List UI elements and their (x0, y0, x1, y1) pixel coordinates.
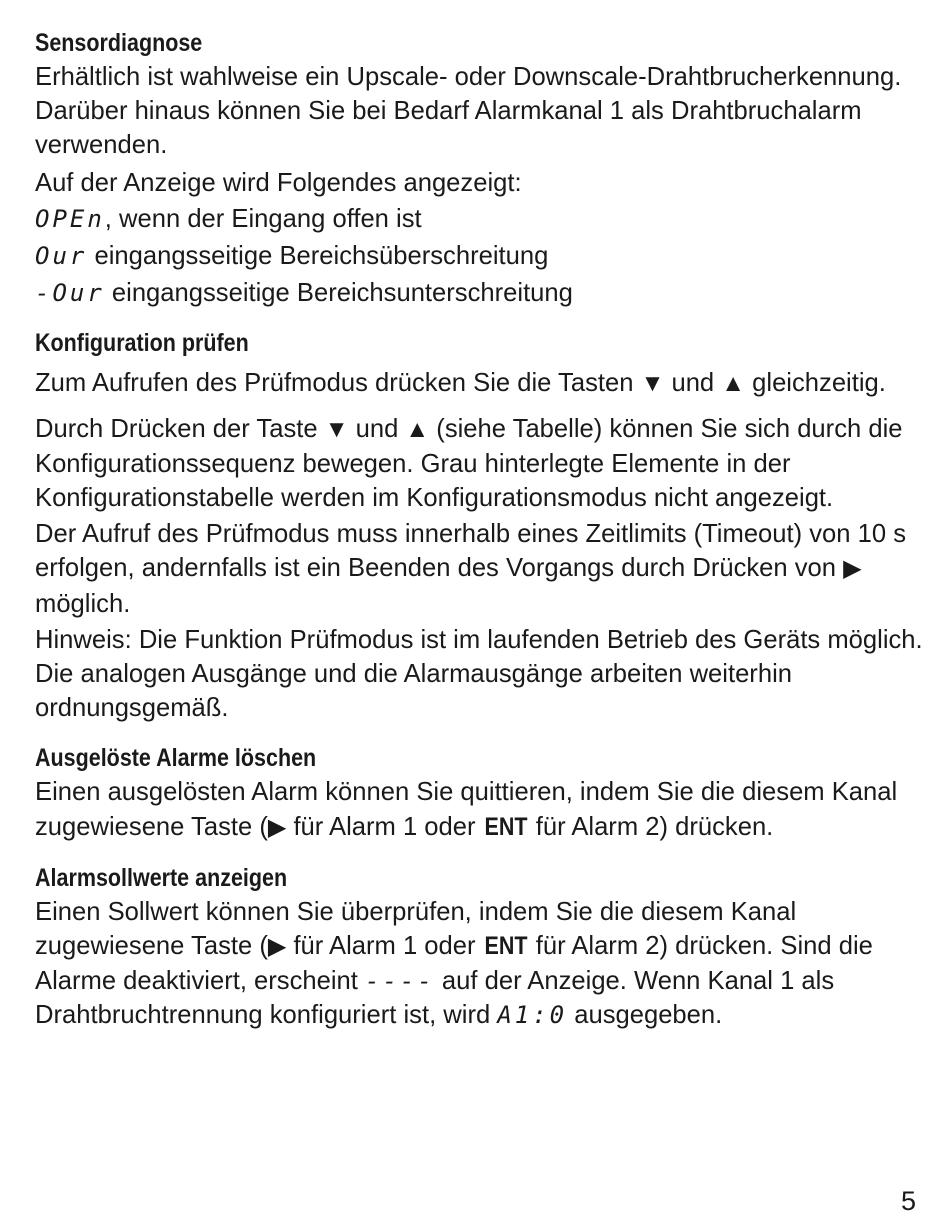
up-arrow-icon: ▲ (721, 370, 746, 398)
text-run: auf der Anzeige. Wenn Kanal 1 als Drahtbruchtrennung konfiguriert ist, wird (35, 967, 835, 1030)
text-run: ausgegeben. (567, 1001, 723, 1030)
display-code: OPEn (35, 204, 105, 233)
paragraph-note: Hinweis: Die Funktion Prüfmodus ist im laufenden Betrieb des Geräts möglich. Die analogen Ausgänge und die Alarmausgänge arbeiten weiterhin ordnungsgemäß. (35, 625, 923, 723)
display-code-description: eingangsseitige Bereichsunterschreitung (104, 279, 573, 308)
display-code: Our (35, 242, 88, 271)
text-run: Zum Aufrufen des Prüfmodus drücken Sie die Tasten (35, 369, 641, 398)
document-page (35, 26, 930, 1049)
section-check-configuration (35, 326, 930, 725)
text-run: Der Aufruf des Prüfmodus muss innerhalb eines Zeitlimits (Timeout) von 10 s erfolgen, andernfalls ist ein Beenden des Vorgangs durch Drücken von (35, 520, 907, 583)
heading-check-configuration: Konfiguration prüfen (35, 329, 249, 358)
text-run: möglich. (35, 589, 131, 618)
text-run: (siehe Tabelle) können Sie sich durch die Konfigurationssequenz bewegen. Grau hinterlegte Elemente in der Konfigurationstabelle werden im Konfigurationsmodus nicht angezeigt. (35, 414, 903, 513)
text-run: Durch Drücken der Taste (35, 414, 325, 443)
text-run: gleichzeitig. (745, 369, 886, 398)
right-arrow-icon: ▶ (843, 555, 862, 583)
display-code: -Our (35, 279, 105, 308)
paragraph (35, 895, 930, 1033)
paragraph (35, 412, 930, 516)
display-code-off: ---- (365, 967, 435, 996)
display-code-row (35, 276, 930, 310)
display-code-row (35, 202, 930, 236)
down-arrow-icon: ▼ (640, 370, 665, 398)
up-arrow-icon: ▲ (405, 415, 430, 443)
ent-key-label: ENT (484, 812, 528, 841)
section-show-alarm-setpoints (35, 861, 930, 1033)
page-number: 5 (900, 1186, 916, 1216)
text-run: für Alarm 2) drücken. (528, 812, 774, 841)
heading-sensor-diagnosis: Sensordiagnose (35, 29, 203, 57)
text-run: für Alarm 2) drücken. Sind die Alarme deaktiviert, erscheint (35, 932, 873, 996)
heading-show-alarm-setpoints: Alarmsollwerte anzeigen (35, 863, 288, 892)
paragraph: Erhältlich ist wahlweise ein Upscale- oder Downscale-Drahtbrucherkennung. Darüber hinaus können Sie bei Bedarf Alarmkanal 1 als Drahtbruchalarm verwenden. (35, 63, 902, 160)
text-run: Einen Sollwert können Sie überprüfen, indem Sie die diesem Kanal zugewiesene Taste ( (35, 897, 797, 961)
text-run: und (664, 369, 722, 398)
paragraph: Auf der Anzeige wird Folgendes angezeigt: (35, 168, 522, 197)
text-run: Einen ausgelösten Alarm können Sie quittieren, indem Sie die diesem Kanal zugewiesene Taste ( (35, 778, 898, 841)
section-clear-alarms (35, 741, 930, 844)
paragraph (35, 517, 930, 621)
paragraph (35, 775, 930, 844)
display-code-description: eingangsseitige Bereichsüberschreitung (87, 242, 549, 271)
heading-clear-alarms: Ausgelöste Alarme löschen (35, 744, 317, 773)
display-code-description: , wenn der Eingang offen ist (104, 204, 422, 233)
down-arrow-icon: ▼ (324, 415, 349, 443)
text-run: für Alarm 1 oder (286, 812, 483, 841)
ent-key-label: ENT (484, 932, 528, 961)
right-arrow-icon: ▶ (267, 813, 287, 841)
section-sensor-diagnosis (35, 26, 930, 310)
text-run: für Alarm 1 oder (286, 932, 483, 961)
right-arrow-icon: ▶ (267, 933, 287, 961)
display-code-a1: A1:0 (497, 1001, 568, 1030)
paragraph (35, 366, 930, 401)
text-run: und (348, 414, 406, 443)
display-code-row (35, 239, 930, 273)
